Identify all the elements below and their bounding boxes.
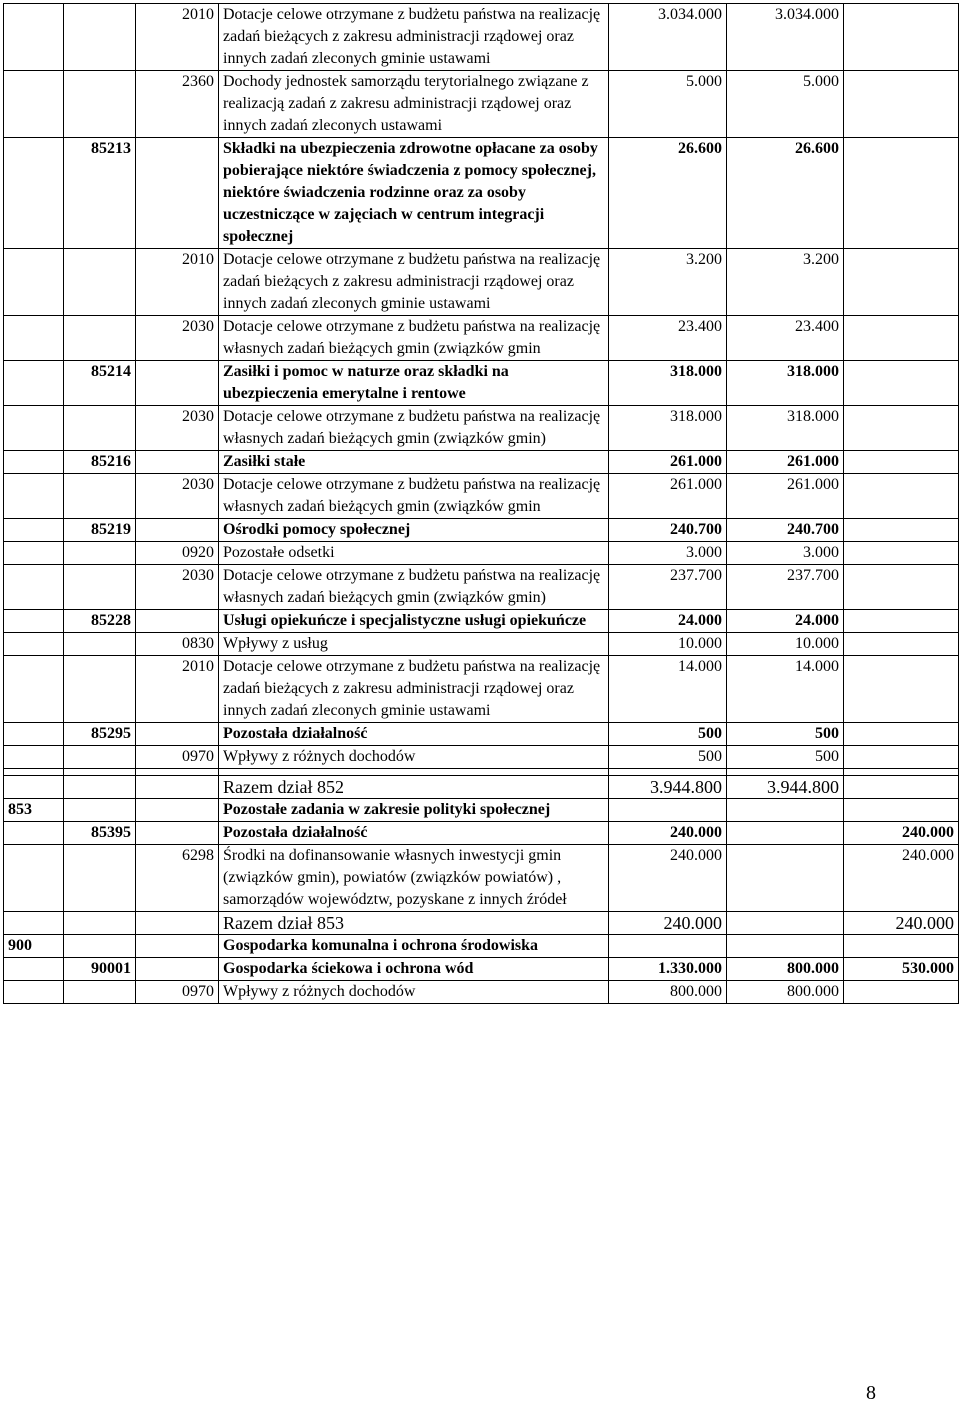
kwota-majatkowe-cell (844, 71, 959, 138)
nazwa-cell: Dochody jednostek samorządu terytorialnego związane z realizacją zadań z zakresu administracji rządowej oraz innych zadań zleconych ustawami (219, 71, 609, 138)
kwota-biezace-cell (727, 845, 844, 912)
paragraf-cell (136, 776, 219, 799)
nazwa-cell (219, 769, 609, 776)
table-row (4, 935, 959, 958)
dzial-cell (4, 361, 64, 406)
rozdzial-cell (64, 565, 136, 610)
kwota-majatkowe-cell (844, 565, 959, 610)
dzial-cell (4, 519, 64, 542)
kwota-plan-cell: 26.600 (609, 138, 727, 249)
rozdzial-cell (64, 316, 136, 361)
kwota-biezace-cell: 800.000 (727, 981, 844, 1004)
nazwa-cell: Razem dział 853 (219, 912, 609, 935)
dzial-cell (4, 769, 64, 776)
table-row (4, 4, 959, 71)
kwota-plan-cell: 1.330.000 (609, 958, 727, 981)
paragraf-cell (136, 822, 219, 845)
paragraf-cell: 0830 (136, 633, 219, 656)
table-row (4, 746, 959, 769)
nazwa-cell: Wpływy z różnych dochodów (219, 981, 609, 1004)
kwota-plan-cell: 318.000 (609, 406, 727, 451)
dzial-cell (4, 633, 64, 656)
rozdzial-cell: 85214 (64, 361, 136, 406)
kwota-plan-cell: 800.000 (609, 981, 727, 1004)
nazwa-cell: Zasiłki i pomoc w naturze oraz składki na ubezpieczenia emerytalne i rentowe (219, 361, 609, 406)
dzial-cell (4, 406, 64, 451)
paragraf-cell: 0970 (136, 981, 219, 1004)
rozdzial-cell (64, 769, 136, 776)
paragraf-cell: 2010 (136, 249, 219, 316)
rozdzial-cell (64, 633, 136, 656)
dzial-cell (4, 656, 64, 723)
paragraf-cell (136, 799, 219, 822)
kwota-majatkowe-cell (844, 519, 959, 542)
kwota-biezace-cell: 500 (727, 746, 844, 769)
table-row (4, 723, 959, 746)
kwota-plan-cell: 240.000 (609, 912, 727, 935)
rozdzial-cell (64, 4, 136, 71)
kwota-biezace-cell: 261.000 (727, 474, 844, 519)
paragraf-cell (136, 935, 219, 958)
table-row (4, 316, 959, 361)
kwota-plan-cell: 5.000 (609, 71, 727, 138)
dzial-cell (4, 542, 64, 565)
nazwa-cell: Usługi opiekuńcze i specjalistyczne usługi opiekuńcze (219, 610, 609, 633)
paragraf-cell (136, 912, 219, 935)
paragraf-cell: 2030 (136, 316, 219, 361)
nazwa-cell: Pozostała działalność (219, 822, 609, 845)
kwota-biezace-cell: 261.000 (727, 451, 844, 474)
dzial-cell (4, 71, 64, 138)
dzial-cell (4, 723, 64, 746)
nazwa-cell: Wpływy z usług (219, 633, 609, 656)
rozdzial-cell (64, 776, 136, 799)
kwota-majatkowe-cell (844, 769, 959, 776)
table-body (4, 4, 959, 1004)
nazwa-cell: Pozostałe odsetki (219, 542, 609, 565)
paragraf-cell: 2030 (136, 406, 219, 451)
kwota-majatkowe-cell (844, 474, 959, 519)
table-row (4, 451, 959, 474)
nazwa-cell: Ośrodki pomocy społecznej (219, 519, 609, 542)
kwota-majatkowe-cell (844, 361, 959, 406)
nazwa-cell: Dotacje celowe otrzymane z budżetu państwa na realizację zadań bieżących z zakresu administracji rządowej oraz innych zadań zleconych gminie ustawami (219, 4, 609, 71)
table-row (4, 958, 959, 981)
paragraf-cell (136, 769, 219, 776)
kwota-plan-cell: 240.700 (609, 519, 727, 542)
nazwa-cell: Dotacje celowe otrzymane z budżetu państwa na realizację zadań bieżących z zakresu administracji rządowej oraz innych zadań zleconych gminie ustawami (219, 656, 609, 723)
paragraf-cell: 2030 (136, 474, 219, 519)
dzial-cell (4, 912, 64, 935)
rozdzial-cell (64, 799, 136, 822)
rozdzial-cell: 85395 (64, 822, 136, 845)
dzial-cell (4, 958, 64, 981)
kwota-biezace-cell (727, 822, 844, 845)
kwota-plan-cell: 3.000 (609, 542, 727, 565)
kwota-biezace-cell: 500 (727, 723, 844, 746)
kwota-plan-cell: 500 (609, 723, 727, 746)
nazwa-cell: Dotacje celowe otrzymane z budżetu państwa na realizację zadań bieżących z zakresu administracji rządowej oraz innych zadań zleconych gminie ustawami (219, 249, 609, 316)
kwota-majatkowe-cell (844, 138, 959, 249)
kwota-biezace-cell (727, 799, 844, 822)
dzial-cell: 853 (4, 799, 64, 822)
paragraf-cell (136, 519, 219, 542)
rozdzial-cell (64, 542, 136, 565)
rozdzial-cell (64, 656, 136, 723)
table-row (4, 138, 959, 249)
table-row (4, 981, 959, 1004)
kwota-majatkowe-cell (844, 542, 959, 565)
paragraf-cell: 2030 (136, 565, 219, 610)
kwota-biezace-cell: 10.000 (727, 633, 844, 656)
kwota-biezace-cell: 3.034.000 (727, 4, 844, 71)
kwota-plan-cell: 500 (609, 746, 727, 769)
kwota-plan-cell: 14.000 (609, 656, 727, 723)
rozdzial-cell (64, 406, 136, 451)
table-row (4, 610, 959, 633)
kwota-majatkowe-cell (844, 406, 959, 451)
kwota-plan-cell: 3.200 (609, 249, 727, 316)
table-row (4, 249, 959, 316)
kwota-plan-cell: 23.400 (609, 316, 727, 361)
rozdzial-cell: 85213 (64, 138, 136, 249)
dzial-cell (4, 451, 64, 474)
kwota-majatkowe-cell (844, 633, 959, 656)
kwota-biezace-cell: 24.000 (727, 610, 844, 633)
table-row (4, 656, 959, 723)
table-row (4, 474, 959, 519)
paragraf-cell: 0920 (136, 542, 219, 565)
table-row (4, 912, 959, 935)
kwota-biezace-cell (727, 769, 844, 776)
kwota-majatkowe-cell (844, 799, 959, 822)
kwota-biezace-cell: 318.000 (727, 361, 844, 406)
table-row (4, 565, 959, 610)
kwota-biezace-cell: 23.400 (727, 316, 844, 361)
paragraf-cell (136, 138, 219, 249)
nazwa-cell: Składki na ubezpieczenia zdrowotne opłacane za osoby pobierające niektóre świadczenia z pomocy społecznej, niektóre świadczenia rodzinne oraz za osoby uczestniczące w zajęciach w centrum integracji społecznej (219, 138, 609, 249)
paragraf-cell (136, 451, 219, 474)
kwota-majatkowe-cell: 530.000 (844, 958, 959, 981)
kwota-biezace-cell: 240.700 (727, 519, 844, 542)
kwota-majatkowe-cell (844, 4, 959, 71)
kwota-plan-cell: 318.000 (609, 361, 727, 406)
rozdzial-cell (64, 981, 136, 1004)
paragraf-cell (136, 723, 219, 746)
rozdzial-cell: 85295 (64, 723, 136, 746)
kwota-plan-cell: 240.000 (609, 845, 727, 912)
table-row (4, 633, 959, 656)
kwota-majatkowe-cell: 240.000 (844, 912, 959, 935)
dzial-cell (4, 981, 64, 1004)
kwota-majatkowe-cell (844, 610, 959, 633)
dzial-cell (4, 474, 64, 519)
paragraf-cell (136, 958, 219, 981)
kwota-biezace-cell: 26.600 (727, 138, 844, 249)
kwota-plan-cell: 3.944.800 (609, 776, 727, 799)
table-row (4, 822, 959, 845)
table-row (4, 519, 959, 542)
rozdzial-cell (64, 71, 136, 138)
kwota-biezace-cell: 14.000 (727, 656, 844, 723)
nazwa-cell: Wpływy z różnych dochodów (219, 746, 609, 769)
dzial-cell (4, 610, 64, 633)
kwota-majatkowe-cell: 240.000 (844, 845, 959, 912)
rozdzial-cell (64, 746, 136, 769)
nazwa-cell: Razem dział 852 (219, 776, 609, 799)
kwota-majatkowe-cell (844, 316, 959, 361)
kwota-plan-cell (609, 799, 727, 822)
table-row (4, 542, 959, 565)
table-row (4, 845, 959, 912)
dzial-cell (4, 249, 64, 316)
nazwa-cell: Gospodarka ściekowa i ochrona wód (219, 958, 609, 981)
rozdzial-cell (64, 249, 136, 316)
nazwa-cell: Dotacje celowe otrzymane z budżetu państwa na realizację własnych zadań bieżących gmin (związków gmin) (219, 565, 609, 610)
nazwa-cell: Zasiłki stałe (219, 451, 609, 474)
kwota-plan-cell: 24.000 (609, 610, 727, 633)
table-row (4, 406, 959, 451)
paragraf-cell (136, 361, 219, 406)
rozdzial-cell: 90001 (64, 958, 136, 981)
kwota-plan-cell: 237.700 (609, 565, 727, 610)
nazwa-cell: Dotacje celowe otrzymane z budżetu państwa na realizację własnych zadań bieżących gmin (związków gmin) (219, 406, 609, 451)
rozdzial-cell: 85219 (64, 519, 136, 542)
kwota-biezace-cell: 3.200 (727, 249, 844, 316)
dzial-cell (4, 746, 64, 769)
kwota-plan-cell (609, 769, 727, 776)
paragraf-cell: 2010 (136, 4, 219, 71)
nazwa-cell: Środki na dofinansowanie własnych inwestycji gmin (związków gmin), powiatów (związków powiatów) , samorządów województw, pozyskane z innych źródeł (219, 845, 609, 912)
kwota-biezace-cell (727, 912, 844, 935)
dzial-cell: 900 (4, 935, 64, 958)
rozdzial-cell (64, 912, 136, 935)
kwota-plan-cell: 240.000 (609, 822, 727, 845)
kwota-plan-cell: 10.000 (609, 633, 727, 656)
dzial-cell (4, 316, 64, 361)
kwota-majatkowe-cell (844, 935, 959, 958)
paragraf-cell: 2010 (136, 656, 219, 723)
table-row (4, 799, 959, 822)
kwota-majatkowe-cell (844, 451, 959, 474)
nazwa-cell: Dotacje celowe otrzymane z budżetu państwa na realizację własnych zadań bieżących gmin (związków gmin (219, 316, 609, 361)
table-row (4, 361, 959, 406)
table-row (4, 71, 959, 138)
dzial-cell (4, 565, 64, 610)
paragraf-cell: 6298 (136, 845, 219, 912)
paragraf-cell: 0970 (136, 746, 219, 769)
kwota-biezace-cell (727, 935, 844, 958)
kwota-biezace-cell: 3.944.800 (727, 776, 844, 799)
paragraf-cell (136, 610, 219, 633)
dzial-cell (4, 822, 64, 845)
rozdzial-cell: 85216 (64, 451, 136, 474)
kwota-plan-cell: 261.000 (609, 451, 727, 474)
kwota-biezace-cell: 3.000 (727, 542, 844, 565)
dzial-cell (4, 138, 64, 249)
kwota-biezace-cell: 318.000 (727, 406, 844, 451)
paragraf-cell: 2360 (136, 71, 219, 138)
kwota-majatkowe-cell: 240.000 (844, 822, 959, 845)
kwota-majatkowe-cell (844, 776, 959, 799)
table-row (4, 776, 959, 799)
kwota-majatkowe-cell (844, 746, 959, 769)
kwota-majatkowe-cell (844, 981, 959, 1004)
kwota-plan-cell: 3.034.000 (609, 4, 727, 71)
dzial-cell (4, 776, 64, 799)
kwota-plan-cell: 261.000 (609, 474, 727, 519)
kwota-plan-cell (609, 935, 727, 958)
rozdzial-cell (64, 474, 136, 519)
nazwa-cell: Pozostała działalność (219, 723, 609, 746)
dzial-cell (4, 845, 64, 912)
dzial-cell (4, 4, 64, 71)
kwota-biezace-cell: 237.700 (727, 565, 844, 610)
rozdzial-cell (64, 845, 136, 912)
kwota-majatkowe-cell (844, 656, 959, 723)
kwota-biezace-cell: 800.000 (727, 958, 844, 981)
kwota-biezace-cell: 5.000 (727, 71, 844, 138)
page-number: 8 (866, 1382, 876, 1404)
rozdzial-cell (64, 935, 136, 958)
nazwa-cell: Gospodarka komunalna i ochrona środowiska (219, 935, 609, 958)
nazwa-cell: Dotacje celowe otrzymane z budżetu państwa na realizację własnych zadań bieżących gmin (związków gmin (219, 474, 609, 519)
rozdzial-cell: 85228 (64, 610, 136, 633)
table-row (4, 769, 959, 776)
kwota-majatkowe-cell (844, 723, 959, 746)
kwota-majatkowe-cell (844, 249, 959, 316)
budget-table (3, 3, 959, 1004)
nazwa-cell: Pozostałe zadania w zakresie polityki społecznej (219, 799, 609, 822)
